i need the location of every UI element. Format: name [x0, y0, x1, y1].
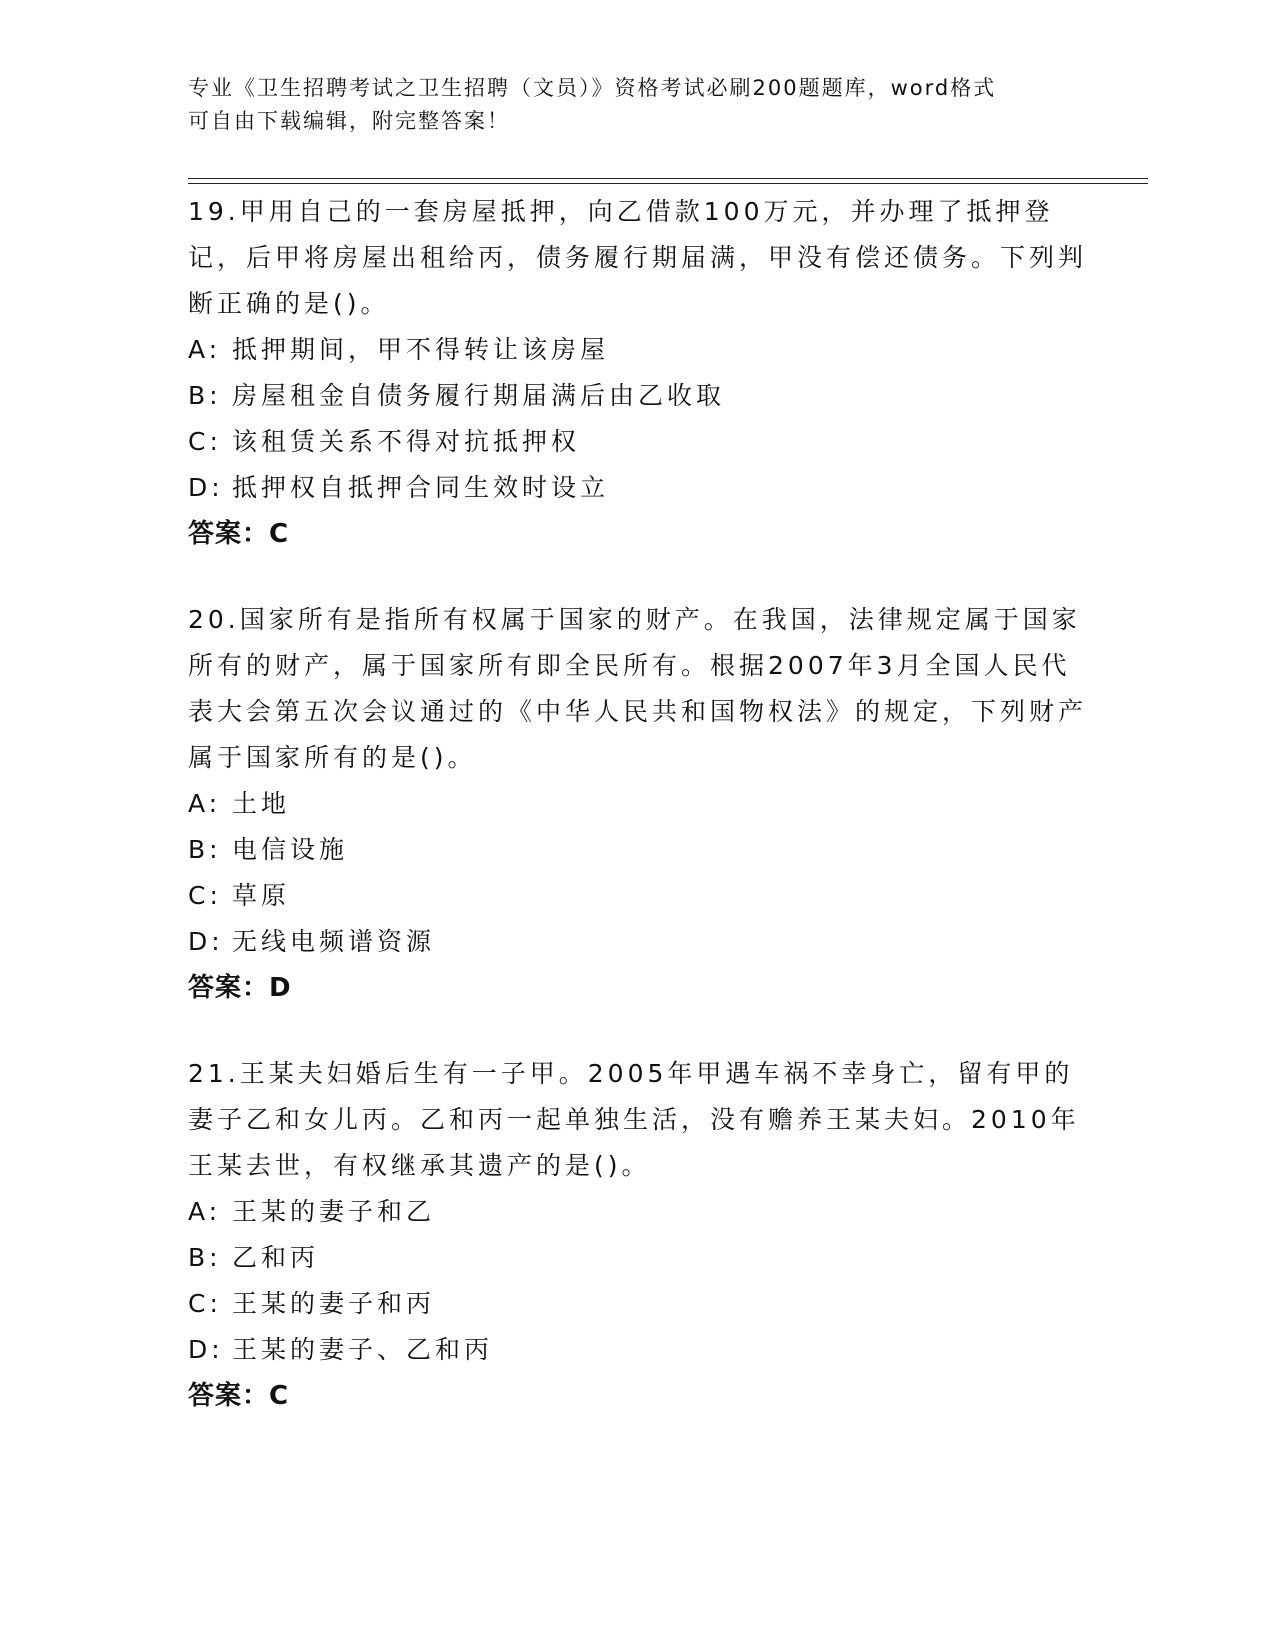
header-title-line-1: 专业《卫生招聘考试之卫生招聘（文员）》资格考试必刷200题题库，word格式 [188, 76, 997, 100]
option-a [188, 781, 1088, 827]
answer-line: 答案：C [188, 519, 290, 549]
option-text: 该租赁关系不得对抗抵押权 [232, 427, 581, 456]
option-d [188, 1327, 1088, 1373]
option-text: 草原 [232, 881, 291, 910]
option-c [188, 1281, 1088, 1327]
option-d [188, 465, 1088, 511]
question-stem: 19.甲用自己的一套房屋抵押，向乙借款100万元，并办理了抵押登记，后甲将房屋出租给丙，债务履行期届满，甲没有偿还债务。下列判断正确的是()。 [188, 197, 1088, 318]
option-b [188, 373, 1088, 419]
option-text: 王某的妻子和乙 [232, 1197, 436, 1226]
option-list [188, 1189, 1088, 1373]
answer-line: 答案：C [188, 1381, 290, 1411]
option-c [188, 419, 1088, 465]
option-letter: D: [188, 473, 224, 502]
option-letter: B: [188, 835, 222, 864]
option-a [188, 327, 1088, 373]
option-letter: A: [188, 1197, 222, 1226]
question-21 [188, 1051, 1088, 1419]
option-letter: D: [188, 1335, 224, 1364]
option-text: 抵押权自抵押合同生效时设立 [232, 473, 610, 502]
answer-line: 答案：D [188, 973, 292, 1003]
document-header [188, 72, 1068, 138]
option-letter: C: [188, 427, 222, 456]
header-double-rule [188, 178, 1148, 184]
option-letter: B: [188, 381, 222, 410]
question-19 [188, 189, 1088, 557]
option-text: 乙和丙 [232, 1243, 320, 1272]
option-letter: D: [188, 927, 224, 956]
option-text: 抵押期间，甲不得转让该房屋 [232, 335, 610, 364]
option-text: 王某的妻子和丙 [232, 1289, 436, 1318]
question-stem: 20.国家所有是指所有权属于国家的财产。在我国，法律规定属于国家所有的财产，属于国家所有即全民所有。根据2007年3月全国人民代表大会第五次会议通过的《中华人民共和国物权法》的规定，下列财产属于国家所有的是()。 [188, 605, 1088, 772]
option-text: 王某的妻子、乙和丙 [232, 1335, 494, 1364]
option-letter: C: [188, 1289, 222, 1318]
option-letter: A: [188, 789, 222, 818]
option-d [188, 919, 1088, 965]
option-letter: C: [188, 881, 222, 910]
question-20 [188, 597, 1088, 1011]
option-list [188, 781, 1088, 965]
option-a [188, 1189, 1088, 1235]
option-letter: A: [188, 335, 222, 364]
header-title-line-2: 可自由下载编辑，附完整答案！ [188, 109, 510, 133]
option-c [188, 873, 1088, 919]
option-b [188, 1235, 1088, 1281]
option-text: 无线电频谱资源 [232, 927, 436, 956]
option-text: 土地 [232, 789, 291, 818]
option-letter: B: [188, 1243, 222, 1272]
option-text: 房屋租金自债务履行期届满后由乙收取 [232, 381, 726, 410]
question-stem: 21.王某夫妇婚后生有一子甲。2005年甲遇车祸不幸身亡，留有甲的妻子乙和女儿丙。乙和丙一起单独生活，没有赡养王某夫妇。2010年王某去世，有权继承其遗产的是()。 [188, 1059, 1080, 1180]
option-b [188, 827, 1088, 873]
option-list [188, 327, 1088, 511]
option-text: 电信设施 [232, 835, 349, 864]
